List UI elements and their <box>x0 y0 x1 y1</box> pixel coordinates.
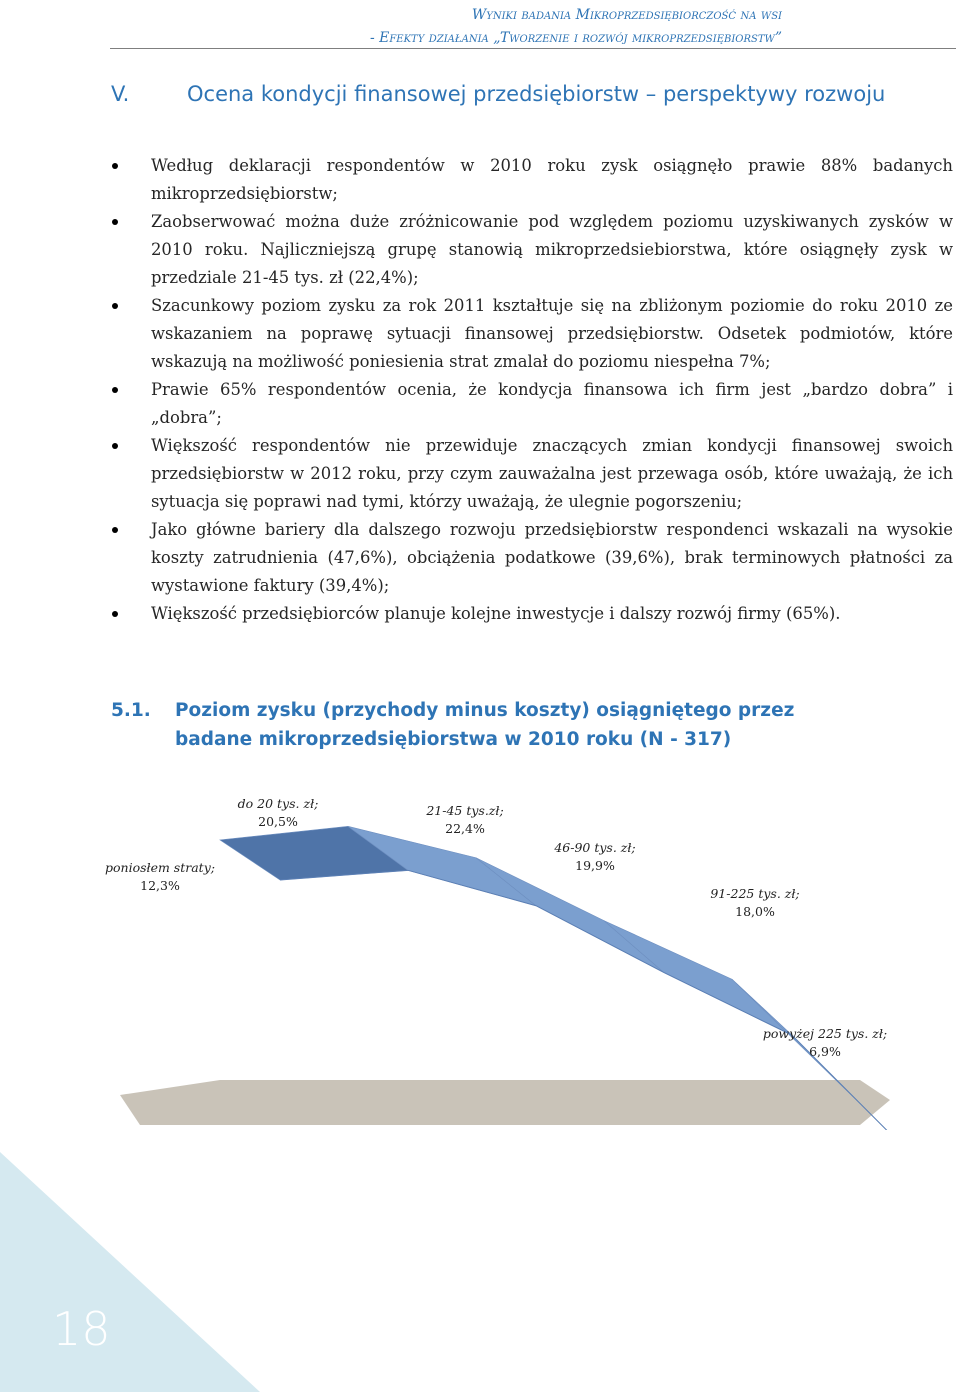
list-item <box>108 600 953 628</box>
corner-triangle <box>0 1152 260 1392</box>
bullet-icon <box>112 527 118 533</box>
bullet-icon <box>112 611 118 617</box>
running-header-line1: Wyniki badania Mikroprzedsiębiorczość na wsi <box>471 7 782 23</box>
category-label: poniosłem straty; <box>105 860 215 875</box>
list-item-text: Większość przedsiębiorców planuje kolejne inwestycje i dalszy rozwój firmy (65%). <box>151 604 841 623</box>
list-item-text: Prawie 65% respondentów ocenia, że kondycja finansowa ich firm jest „bardzo dobra” i „dobra”; <box>151 380 953 427</box>
chart-floor <box>120 1080 890 1125</box>
header-rule <box>110 48 956 49</box>
category-label: 91-225 tys. zł; <box>710 886 800 901</box>
list-item <box>108 376 953 432</box>
value-label: 19,9% <box>575 858 615 873</box>
bullet-icon <box>112 387 118 393</box>
list-item-text: Według deklaracji respondentów w 2010 roku zysk osiągnęło prawie 88% badanych mikroprzedsiębiorstw; <box>151 156 953 203</box>
value-label: 6,9% <box>809 1044 841 1059</box>
list-item <box>108 432 953 516</box>
profit-level-chart <box>100 780 920 1130</box>
area-segment <box>476 858 664 973</box>
subsection-title: Poziom zysku (przychody minus koszty) osiągniętego przez badane mikroprzedsiębiorstwa w 2010 roku (N - 317) <box>175 700 795 750</box>
list-item-text: Zaobserwować można duże zróżnicowanie pod względem poziomu uzyskiwanych zysków w 2010 roku. Najliczniejszą grupę stanowią mikroprzedsiebiorstwa, które osiągnęły zysk w przedziale 21-45 tys. zł (22,4%); <box>151 212 953 287</box>
running-header-line2: - Efekty działania „Tworzenie i rozwój mikroprzedsiębiorstw” <box>369 30 782 46</box>
section-title-text: Ocena kondycji finansowej przedsiębiorstw – perspektywy rozwoju <box>187 82 886 106</box>
value-label: 12,3% <box>140 878 180 893</box>
list-item <box>108 152 953 208</box>
page-number: 18 <box>52 1302 111 1356</box>
list-item-text: Większość respondentów nie przewiduje znaczących zmian kondycji finansowej swoich przedsiębiorstw w 2012 roku, przy czym zauważalna jest przewaga osób, które uważają, że ich sytuacja się poprawi nad tymi, którzy uważają, że ulegnie pogorszeniu; <box>151 436 953 511</box>
page-corner-decoration <box>0 1152 260 1392</box>
subsection-heading <box>111 696 871 754</box>
subsection-number: 5.1. <box>111 700 151 721</box>
list-item <box>108 516 953 600</box>
list-item-text: Szacunkowy poziom zysku za rok 2011 kształtuje się na zbliżonym poziomie do roku 2010 ze wskazaniem na poprawę sytuacji finansowej przedsiębiorstw. Odsetek podmiotów, które wskazują na możliwość poniesienia strat zmalał do poziomu niespełna 7%; <box>151 296 953 371</box>
summary-bullet-list <box>108 152 953 628</box>
running-header <box>370 4 782 50</box>
list-item <box>108 208 953 292</box>
list-item-text: Jako główne bariery dla dalszego rozwoju przedsiębiorstw respondenci wskazali na wysokie koszty zatrudnienia (47,6%), obciążenia podatkowe (39,6%), brak terminowych płatności za wystawione faktury (39,4%); <box>151 520 953 595</box>
value-label: 18,0% <box>735 904 775 919</box>
list-item <box>108 292 953 376</box>
bullet-icon <box>112 163 118 169</box>
category-label: 46-90 tys. zł; <box>554 840 636 855</box>
value-label: 22,4% <box>445 821 485 836</box>
category-label: do 20 tys. zł; <box>237 796 319 811</box>
bullet-icon <box>112 443 118 449</box>
area-segment <box>604 921 792 1036</box>
section-number: V. <box>111 82 130 106</box>
value-label: 20,5% <box>258 814 298 829</box>
category-label: powyżej 225 tys. zł; <box>762 1026 888 1041</box>
bullet-icon <box>112 219 118 225</box>
category-label: 21-45 tys.zł; <box>426 803 504 818</box>
bullet-icon <box>112 303 118 309</box>
section-title <box>111 82 950 106</box>
